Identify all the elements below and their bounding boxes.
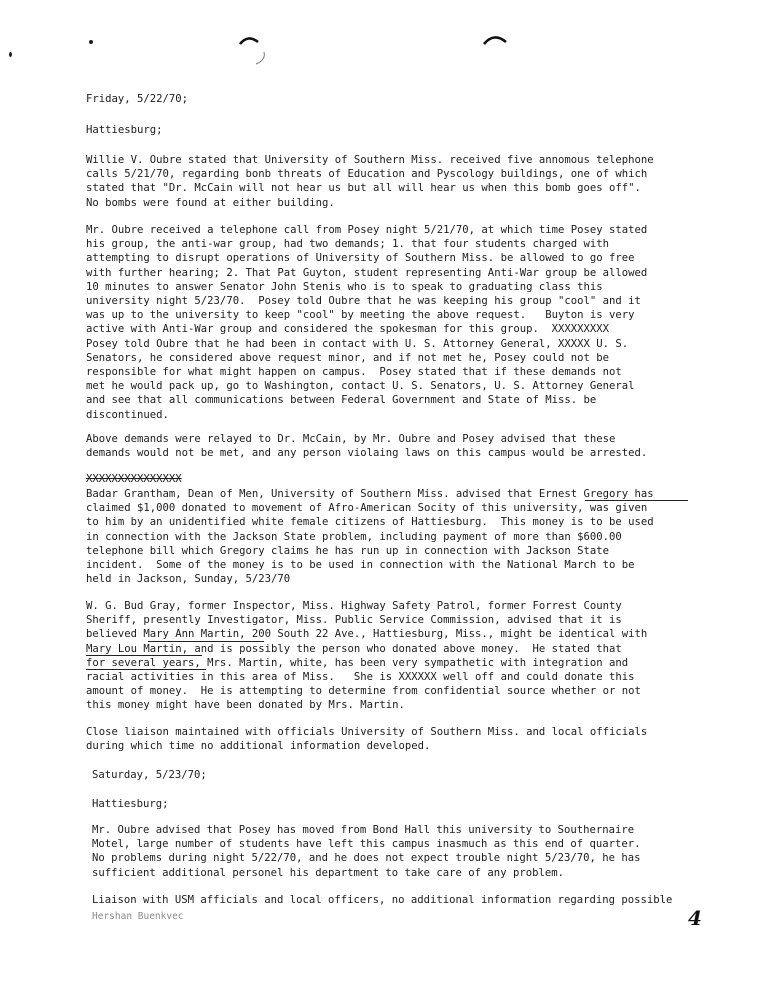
margin-mark <box>9 52 12 57</box>
heading-saturday: Saturday, 5/23/70; <box>92 769 207 781</box>
underline-several-years <box>86 669 206 670</box>
heading-hattiesburg-2: Hattiesburg; <box>92 798 169 810</box>
margin-dot <box>89 40 93 44</box>
paragraph-demands-relayed: Above demands were relayed to Dr. McCain, by Mr. Oubre and Posey advised that these demands would not be met, and any person violaing laws on this campus would be arrested. <box>86 433 648 460</box>
paragraph-liaison-1: Close liaison maintained with officials University of Southern Miss. and local officials during which time no additional information developed. <box>86 726 648 753</box>
paragraph-oubre-posey-moved: Mr. Oubre advised that Posey has moved from Bond Hall this university to Southernaire Motel, large number of students have left this campus inasmuch as this end of quarter. No problems during night 5/22/70, and he does not expect trouble night 5/23/70, he has sufficient additional personel his department to take care of any problem. <box>92 824 641 879</box>
paragraph-grantham-donation: Badar Grantham, Dean of Men, University of Southern Miss. advised that Ernest Gregory has claimed $1,000 donated to movement of Afro-American Socity of this university, was given to him by an unidentified white female citizens of Hattiesburg. This money is to be used in connection with the Jackson State problem, including payment of more than $600.00 telephone bill which Gregory claims he has run up in connection with Jackson State incident. Some of the money is to be used in connection with the National March to be held in Jackson, Sunday, 5/23/70 <box>86 488 654 586</box>
paragraph-liaison-2: Liaison with USM afficials and local officers, no additional information regarding possible <box>92 894 673 906</box>
faint-bottom-text: Hershan Buenkvec <box>92 911 184 922</box>
paragraph-gray-martin: W. G. Bud Gray, former Inspector, Miss. Highway Safety Patrol, former Forrest County Sheriff, presently Investigator, Miss. Public Service Commission, advised that it is believed Mary Ann Martin, 200 South 22 Ave., Hattiesburg, Miss., might be identical with Mary Lou Martin, and is possibly the person who donated above money. He stated that for several years, Mrs. Martin, white, has been very sympathetic with integration and racial activities in this area of Miss. She is XXXXXX well off and could donate this amount of money. He is attempting to determine from confidential source whether or not this money might have been donated by Mrs. Martin. <box>86 600 648 712</box>
underline-mary-ann-martin <box>148 641 264 642</box>
underline-ernest-gregory <box>585 500 688 501</box>
heading-hattiesburg: Hattiesburg; <box>86 124 163 136</box>
paragraph-posey-demands: Mr. Oubre received a telephone call from Posey night 5/21/70, at which time Posey stated his group, the anti-war group, had two demands; 1. that four students charged with attempting to disrupt operations of University of Southern Miss. be allowed to go free with further hearing; 2. That Pat Guyton, student representing Anti-War group be allowed 10 minutes to answer Senator John Stenis who is to speak to graduating class this university night 5/23/70. Posey told Oubre that he was keeping his group "cool" and it was up to the university to keep "cool" by meeting the above request. Buyton is very active with Anti-War group and considered the spokesman for this group. XXXXXXXXX Posey told Oubre that he had been in contact with U. S. Attorney General, XXXXX U. S. Senators, he considered above request minor, and if not met he, Posey could not be responsible for what might happen on campus. Posey stated that if these demands not met he would pack up, go to Washington, contact U. S. Senators, U. S. Attorney General and see that all communications between Federal Government and State of Miss. be discontinued. <box>86 224 648 421</box>
heading-friday: Friday, 5/22/70; <box>86 93 189 105</box>
punch-hole-left <box>234 30 270 68</box>
underline-mary-lou-martin <box>86 655 202 656</box>
page-number-mark: 4 <box>688 906 702 930</box>
struck-out-line: XXXXXXXXXXXXXXX <box>86 473 182 485</box>
paragraph-bomb-threats: Willie V. Oubre stated that University of Southern Miss. received five annomous telephone calls 5/21/70, regarding bonb threats of Education and Pyscology buildings, one of which stated that "Dr. McCain will not hear us but all will hear us when this bomb goes off". No bombs were found at either building. <box>86 154 654 209</box>
punch-hole-right <box>480 30 516 60</box>
